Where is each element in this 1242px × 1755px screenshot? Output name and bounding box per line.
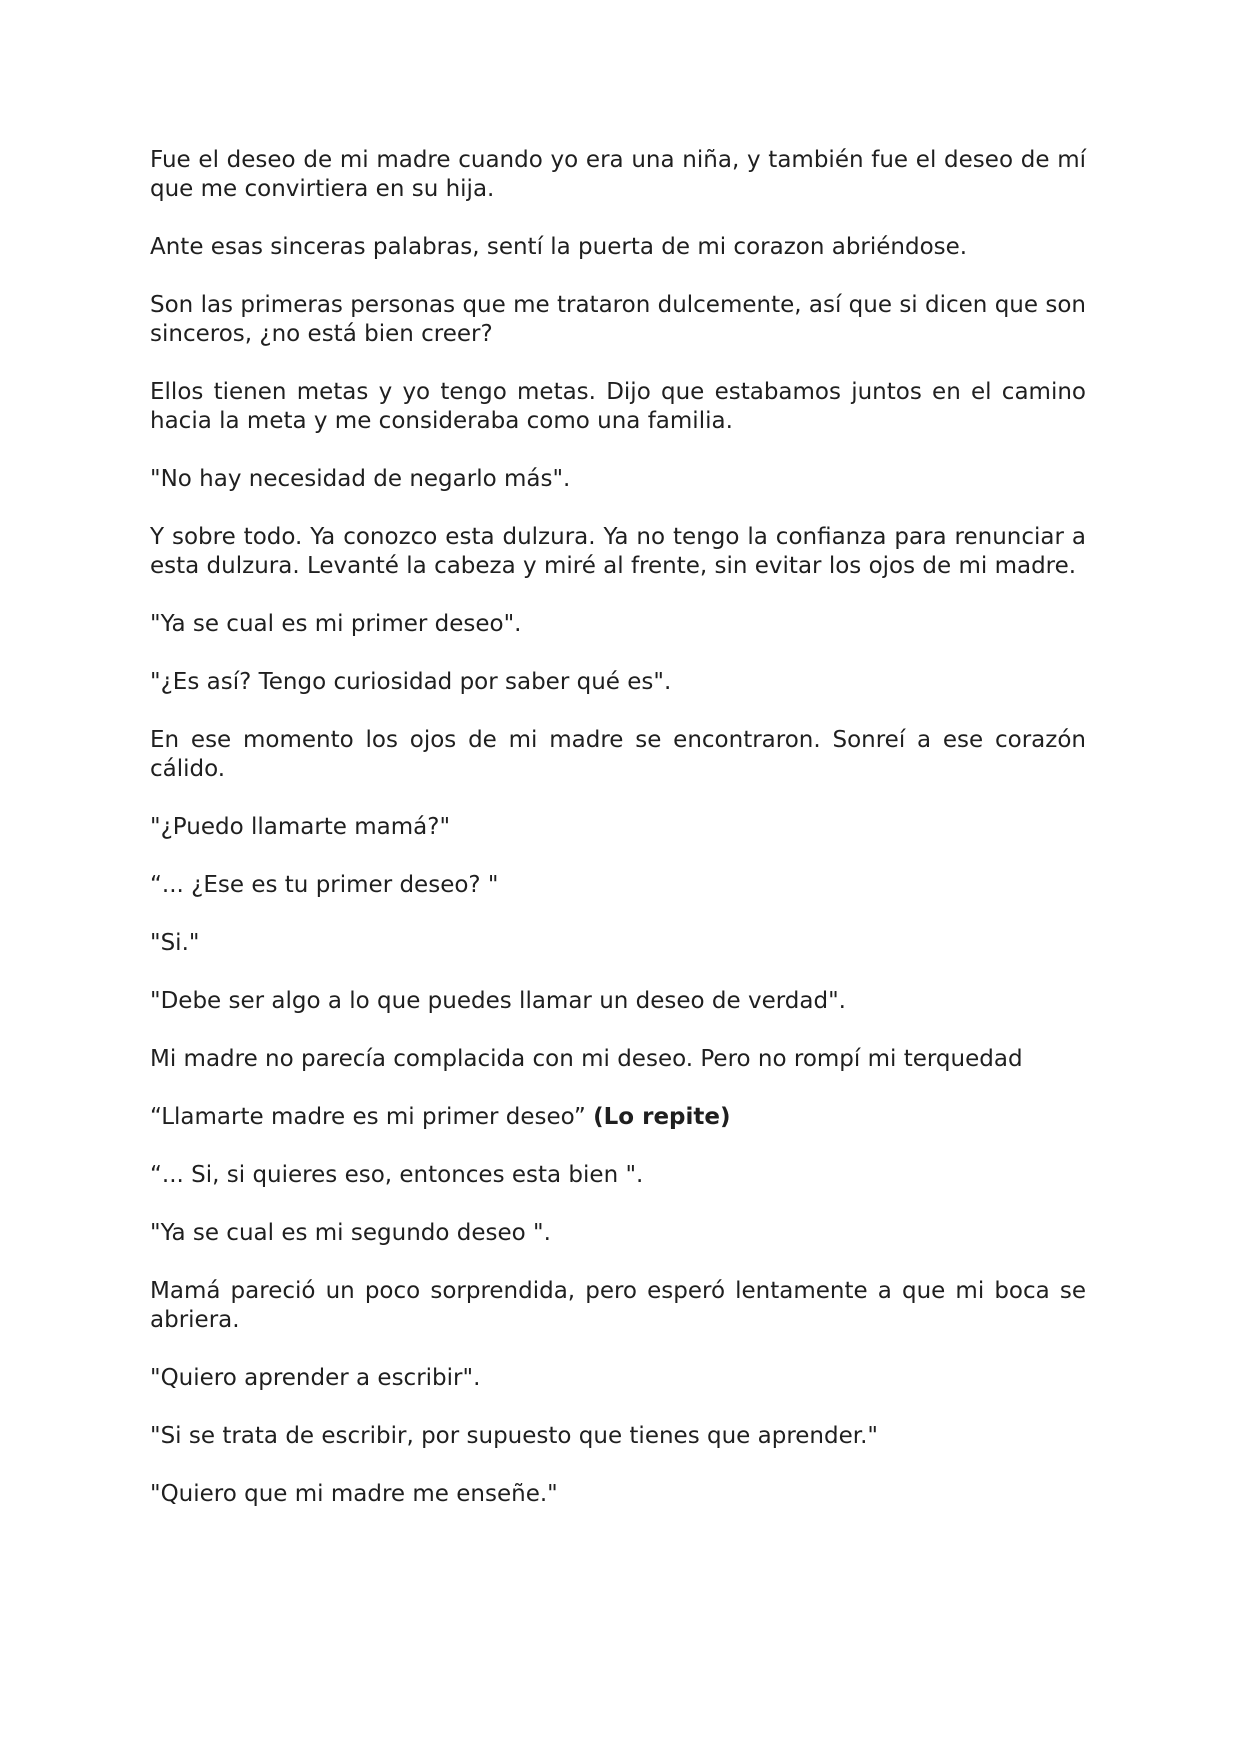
dialogue-line: "Debe ser algo a lo que puedes llamar un deseo de verdad".	[150, 988, 846, 1014]
dialogue-text: “Llamarte madre es mi primer deseo”	[150, 1104, 586, 1130]
dialogue-line: "Si se trata de escribir, por supuesto que tienes que aprender."	[150, 1423, 878, 1449]
dialogue-line: “... Si, si quieres eso, entonces esta bien ".	[150, 1162, 644, 1188]
paragraph: Ante esas sinceras palabras, sentí la puerta de mi corazon abriéndose.	[150, 234, 968, 260]
dialogue-line: "¿Puedo llamarte mamá?"	[150, 814, 451, 840]
dialogue-line: "Quiero aprender a escribir".	[150, 1365, 481, 1391]
dialogue-line: "¿Es así? Tengo curiosidad por saber qué es".	[150, 669, 672, 695]
dialogue-line: "Quiero que mi madre me enseñe."	[150, 1481, 558, 1507]
dialogue-line: "No hay necesidad de negarlo más".	[150, 466, 571, 492]
paragraph: Mi madre no parecía complacida con mi deseo. Pero no rompí mi terquedad	[150, 1046, 1023, 1072]
document-body	[150, 146, 1086, 1538]
dialogue-line: “... ¿Ese es tu primer deseo? "	[150, 872, 499, 898]
dialogue-line: "Ya se cual es mi primer deseo".	[150, 611, 522, 637]
dialogue-line-with-note	[150, 1103, 1086, 1132]
dialogue-line: "Ya se cual es mi segundo deseo ".	[150, 1220, 551, 1246]
paragraph: Ellos tienen metas y yo tengo metas. Dijo que estabamos juntos en el camino hacia la meta y me consideraba como una familia.	[150, 379, 1086, 434]
paragraph: En ese momento los ojos de mi madre se encontraron. Sonreí a ese corazón cálido.	[150, 727, 1086, 782]
dialogue-line: "Si."	[150, 930, 200, 956]
bold-note: (Lo repite)	[593, 1104, 731, 1130]
paragraph: Son las primeras personas que me trataron dulcemente, así que si dicen que son sinceros, ¿no está bien creer?	[150, 292, 1086, 347]
paragraph: Fue el deseo de mi madre cuando yo era una niña, y también fue el deseo de mí que me convirtiera en su hija.	[150, 147, 1086, 202]
paragraph: Mamá pareció un poco sorprendida, pero esperó lentamente a que mi boca se abriera.	[150, 1278, 1086, 1333]
paragraph: Y sobre todo. Ya conozco esta dulzura. Ya no tengo la confianza para renunciar a esta dulzura. Levanté la cabeza y miré al frente, sin evitar los ojos de mi madre.	[150, 524, 1086, 579]
